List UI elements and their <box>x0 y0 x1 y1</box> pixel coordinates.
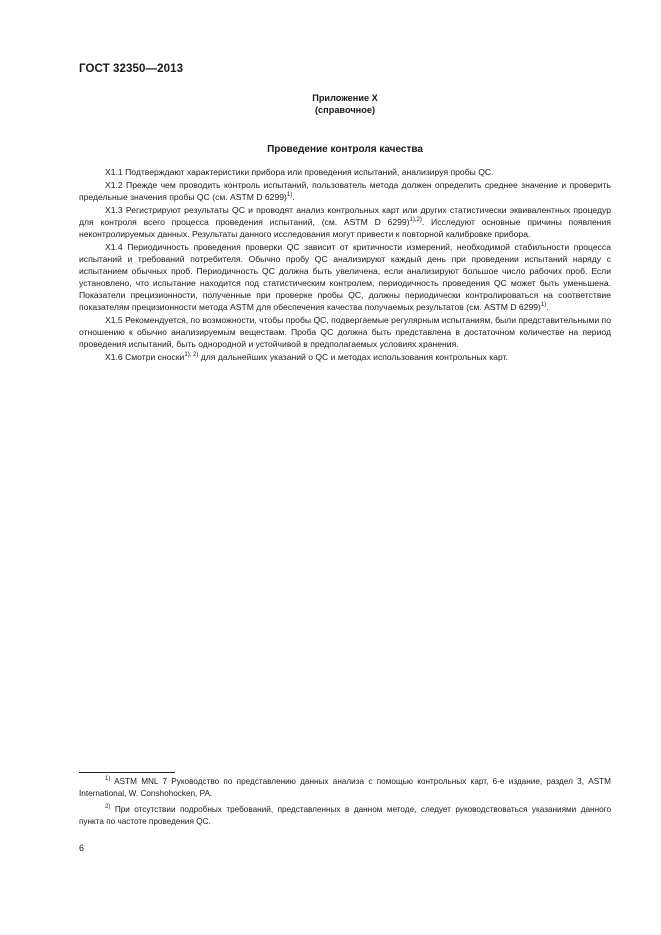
body-text <box>79 166 611 363</box>
footnote-1: $^{1)}$ ASTM MNL 7 Руководство по представлению данных анализа с помощью контрольных карт, 6-е издание, раздел 3, ASTM International, W. Conshohocken, PA. <box>79 776 611 798</box>
paragraph-x1-2: X1.2 Прежде чем проводить контроль испытаний, пользователь метода должен определить среднее значение и проверить предельные значения пробы QC (см. ASTM D 6299)$^{1)}$. <box>79 180 611 202</box>
footnote-mark: 1) <box>105 776 111 782</box>
paragraph-x1-6: X1.6 Смотри сноски$^{1), 2)}$ для дальнейших указаний о QC и методах использования контрольных карт. <box>105 352 508 362</box>
footnote-divider <box>79 772 175 773</box>
standard-code-header: ГОСТ 32350—2013 <box>79 63 184 75</box>
paragraph-x1-4: X1.4 Периодичность проведения проверки QC зависит от критичности измерений, необходимой стабильности процесса испытаний и требований потребителя. Обычно пробу QC анализируют каждый день при проведении испытаний наряду с испытанием обычных проб. Периодичность QC должна быть увеличена, если анализируют большое число рабочих проб. Если установлено, что испытание находится под статистическим контролем, периодичность проведения QC может быть уменьшена. Показатели прецизионности, полученные при проверке пробы QC, должны периодически контролироваться на соответствие показателям прецизионности метода ASTM для обеспечения качества получаемых результатов (см. ASTM D 6299)$^{1)}$. <box>79 242 611 312</box>
section-title: Проведение контроля качества <box>267 144 423 155</box>
page-number: 6 <box>79 843 85 853</box>
paragraph-x1-1: X1.1 Подтверждают характеристики прибора или проведения испытаний, анализируя пробы QC. <box>105 167 494 177</box>
footnotes <box>79 772 611 832</box>
footnote-mark: 2) <box>105 804 111 810</box>
footnote-ref: 1) <box>540 302 547 308</box>
paragraph-x1-5: X1.5 Рекомендуется, по возможности, чтобы пробы QC, подвергаемые регулярным испытаниям, были представительными по отношению к обычно анализируемым веществам. Проба QC должна быть представлена в достаточном количестве на период проведения испытаний, быть однородной и устойчивой в предполагаемых условиях хранения. <box>79 315 611 349</box>
annex-heading <box>79 92 611 116</box>
annex-subtitle: (справочное) <box>314 105 375 115</box>
footnote-ref: 1),2) <box>409 217 422 223</box>
footnote-ref: 1), 2) <box>184 352 199 358</box>
paragraph-x1-3: X1.3 Регистрируют результаты QC и проводят анализ контрольных карт или других статистически эквивалентных процедур для контроля всего процесса проведения испытаний, (см. ASTM D 6299)$^{1),2)}$. Исследуют основные причины появления неконтролируемых данных. Результаты данного исследования могут привести к повторной калибровке прибора. <box>79 205 611 239</box>
footnote-2: $^{2)}$ При отсутствии подробных требований, представленных в данном методе, следует руководствоваться указаниями данного пункта по частоте проведения QC. <box>79 804 611 826</box>
footnote-ref: 1) <box>286 192 293 198</box>
annex-title: Приложение Х <box>312 93 378 103</box>
